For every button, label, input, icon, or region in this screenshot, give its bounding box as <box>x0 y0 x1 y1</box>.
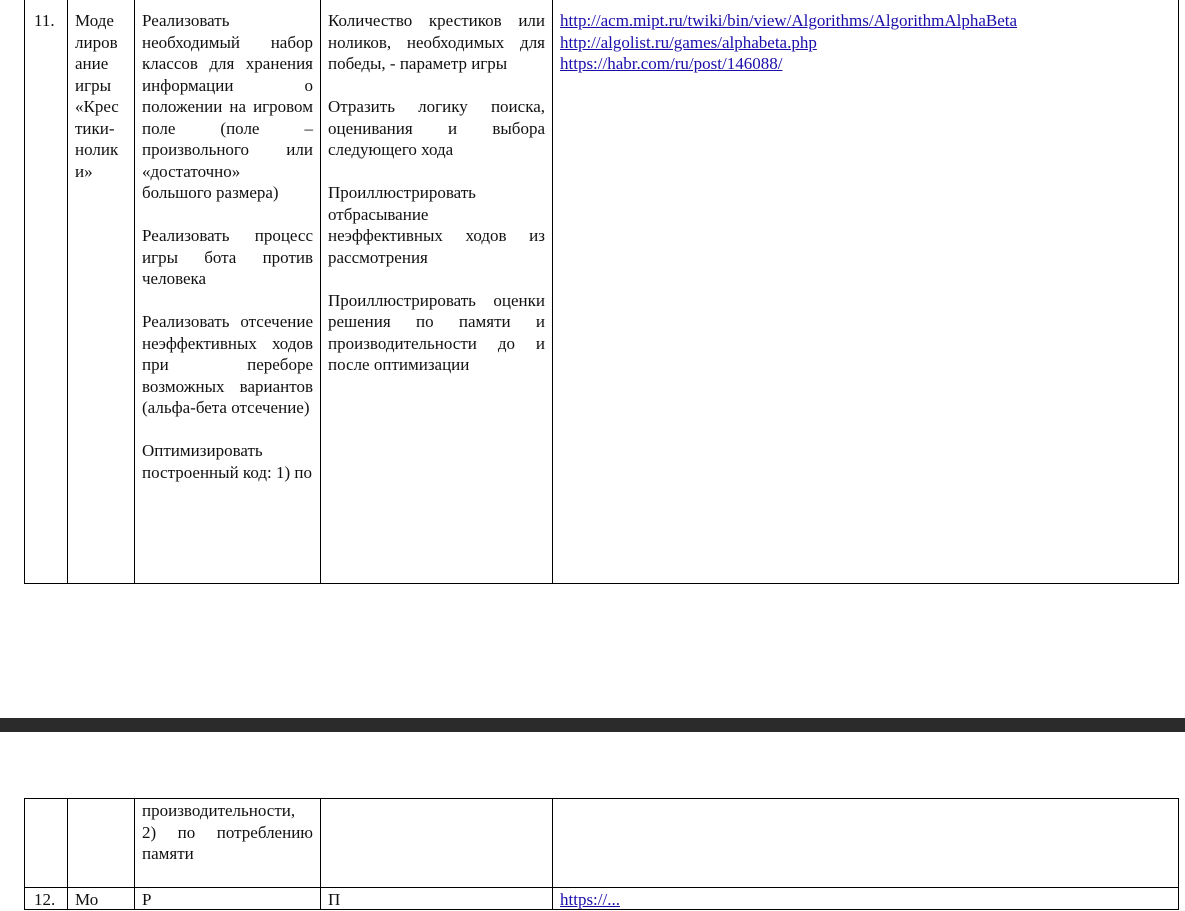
note-paragraph: Отразить логику поиска, оценивания и выбора следующего хода <box>328 97 545 159</box>
topic-cell <box>68 799 135 888</box>
note-paragraph: П <box>328 890 341 909</box>
tasks-cell <box>135 799 321 888</box>
links-cell <box>553 888 1179 910</box>
topic-line: Мо <box>75 890 99 909</box>
topic-line: игры <box>75 75 111 95</box>
reference-link[interactable]: http://algolist.ru/games/alphabeta.php <box>560 32 817 52</box>
notes-cell <box>321 0 553 584</box>
row-number: 11. <box>34 11 55 30</box>
page-break <box>0 718 1185 732</box>
topic-line: тики- <box>75 118 115 138</box>
table-row <box>25 0 1179 584</box>
task-paragraph: Реализовать необходимый набор классов для хранения информации о положении на игровом поле (поле – произвольного или «достаточно» большого размера) <box>142 11 313 202</box>
links-cell <box>553 0 1179 584</box>
row-number-cell <box>25 799 68 888</box>
assignments-table <box>24 0 1179 584</box>
topic-line: «Крес <box>75 97 119 116</box>
reference-link[interactable]: https://... <box>560 890 620 909</box>
task-paragraph: Реализовать процесс игры бота против человека <box>142 226 313 288</box>
reference-link[interactable]: http://acm.mipt.ru/twiki/bin/view/Algorithms/AlgorithmAlphaBeta <box>560 11 1018 30</box>
links-cell <box>553 799 1179 888</box>
row-number-cell <box>25 0 68 584</box>
note-paragraph: Проиллюстрировать оценки решения по памяти и производительности до и после оптимизации <box>328 290 545 374</box>
topic-line: лиров <box>75 32 118 52</box>
reference-link[interactable]: https://habr.com/ru/post/146088/ <box>560 54 783 73</box>
topic-line: и» <box>75 161 93 181</box>
topic-cell <box>68 888 135 910</box>
notes-cell <box>321 888 553 910</box>
task-paragraph: Оптимизировать построенный код: 1) по <box>142 441 312 482</box>
task-paragraph: Р <box>142 890 152 909</box>
topic-line: нолик <box>75 140 119 159</box>
table-row <box>25 799 1179 888</box>
topic-line: Моде <box>75 11 114 30</box>
document-page-2 <box>0 732 1185 909</box>
row-number: 12. <box>34 890 56 909</box>
task-paragraph: производительности, 2) по потреблению памяти <box>142 801 313 863</box>
topic-line: ание <box>75 54 109 73</box>
note-paragraph: Проиллюстрировать отбрасывание неэффективных ходов из рассмотрения <box>328 183 545 267</box>
topic-cell <box>68 0 135 584</box>
assignments-table-continued <box>24 798 1179 910</box>
table-row <box>25 888 1179 910</box>
task-paragraph: Реализовать отсечение неэффективных ходов при переборе возможных вариантов (альфа-бета отсечение) <box>142 312 313 417</box>
note-paragraph: Количество крестиков или ноликов, необходимых для победы, - параметр игры <box>328 11 545 73</box>
notes-cell <box>321 799 553 888</box>
row-number-cell <box>25 888 68 910</box>
tasks-cell <box>135 888 321 910</box>
tasks-cell <box>135 0 321 584</box>
